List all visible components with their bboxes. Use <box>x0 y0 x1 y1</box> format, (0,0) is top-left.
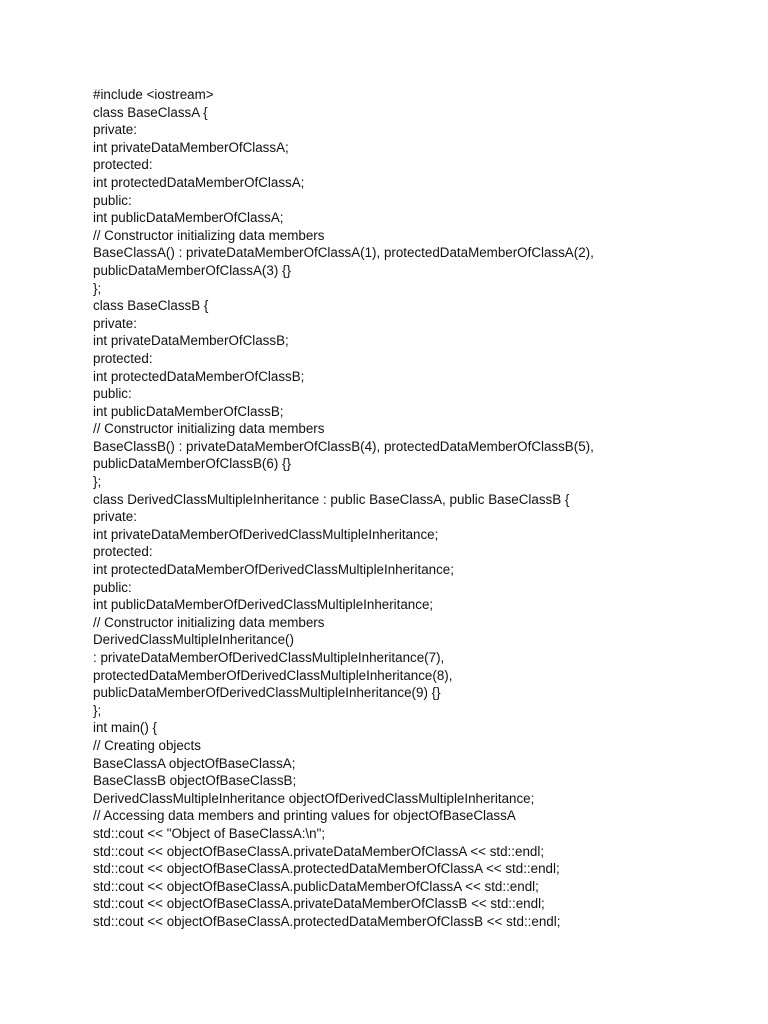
code-line: }; <box>93 280 102 296</box>
code-line: int privateDataMemberOfClassA; <box>93 139 289 155</box>
code-line: // Constructor initializing data members <box>93 227 325 243</box>
code-line: std::cout << "Object of BaseClassA:\n"; <box>93 825 326 841</box>
code-line: int publicDataMemberOfClassA; <box>93 210 284 226</box>
code-line: DerivedClassMultipleInheritance objectOfDerivedClassMultipleInheritance; <box>93 790 535 806</box>
code-line: int privateDataMemberOfDerivedClassMultipleInheritance; <box>93 526 439 542</box>
code-line: DerivedClassMultipleInheritance() <box>93 632 294 648</box>
code-line: std::cout << objectOfBaseClassA.privateDataMemberOfClassA << std::endl; <box>93 843 545 859</box>
code-line: public: <box>93 192 132 208</box>
code-line: private: <box>93 509 137 525</box>
code-line: }; <box>93 474 102 490</box>
code-line: // Constructor initializing data members <box>93 421 325 437</box>
code-line: private: <box>93 315 137 331</box>
code-line: std::cout << objectOfBaseClassA.protectedDataMemberOfClassA << std::endl; <box>93 861 560 877</box>
code-line: int publicDataMemberOfDerivedClassMultipleInheritance; <box>93 597 434 613</box>
code-listing <box>93 86 753 931</box>
code-line: class DerivedClassMultipleInheritance : public BaseClassA, public BaseClassB { <box>93 491 570 507</box>
code-line: #include <iostream> <box>93 87 214 102</box>
code-line: private: <box>93 122 137 138</box>
code-line: class BaseClassA { <box>93 104 208 120</box>
code-line: std::cout << objectOfBaseClassA.protectedDataMemberOfClassB << std::endl; <box>93 913 561 929</box>
code-line: int publicDataMemberOfClassB; <box>93 403 284 419</box>
code-line: std::cout << objectOfBaseClassA.publicDataMemberOfClassA << std::endl; <box>93 878 539 894</box>
code-line: // Constructor initializing data members <box>93 614 325 630</box>
code-line: protected: <box>93 157 153 173</box>
code-line: int privateDataMemberOfClassB; <box>93 333 289 349</box>
code-line: protectedDataMemberOfDerivedClassMultipleInheritance(8), <box>93 667 453 683</box>
code-line: int protectedDataMemberOfClassB; <box>93 368 305 384</box>
code-line: public: <box>93 579 132 595</box>
code-line: BaseClassA() : privateDataMemberOfClassA(1), protectedDataMemberOfClassA(2), <box>93 245 594 261</box>
code-line: int protectedDataMemberOfDerivedClassMultipleInheritance; <box>93 562 454 578</box>
code-line: public: <box>93 386 132 402</box>
code-line: class BaseClassB { <box>93 298 209 314</box>
code-line: publicDataMemberOfClassA(3) {} <box>93 262 291 278</box>
code-line: BaseClassB objectOfBaseClassB; <box>93 773 297 789</box>
code-line: // Creating objects <box>93 737 201 753</box>
code-line: : privateDataMemberOfDerivedClassMultipleInheritance(7), <box>93 650 445 665</box>
code-line: publicDataMemberOfClassB(6) {} <box>93 456 291 472</box>
code-line: int protectedDataMemberOfClassA; <box>93 174 305 190</box>
code-line: publicDataMemberOfDerivedClassMultipleInheritance(9) {} <box>93 685 441 701</box>
code-line: // Accessing data members and printing values for objectOfBaseClassA <box>93 808 516 824</box>
code-line: int main() { <box>93 720 157 736</box>
code-line: protected: <box>93 544 153 560</box>
code-line: }; <box>93 702 102 718</box>
code-line: BaseClassB() : privateDataMemberOfClassB(4), protectedDataMemberOfClassB(5), <box>93 438 594 454</box>
code-line: std::cout << objectOfBaseClassA.privateDataMemberOfClassB << std::endl; <box>93 896 545 912</box>
code-line: protected: <box>93 350 153 366</box>
code-line: BaseClassA objectOfBaseClassA; <box>93 755 296 771</box>
